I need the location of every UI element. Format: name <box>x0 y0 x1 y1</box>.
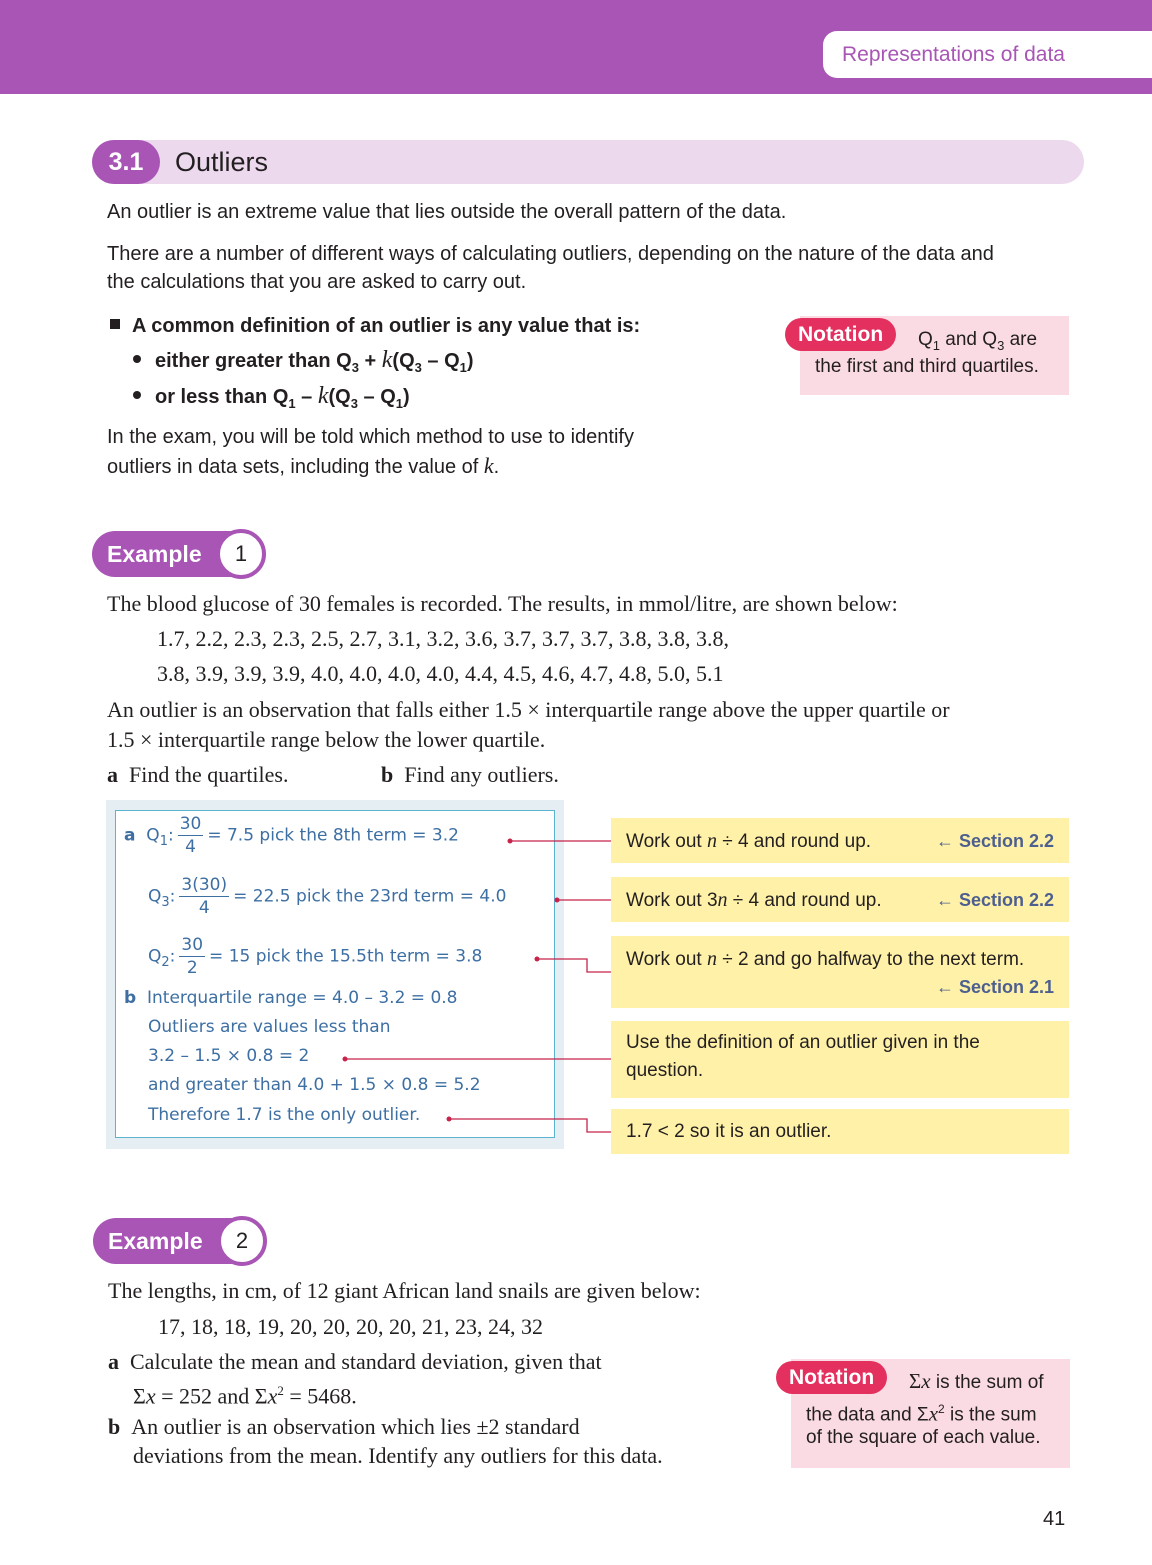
hint-text: question. <box>626 1060 704 1081</box>
superscript: 2 <box>277 1383 284 1398</box>
example-2-intro: The lengths, in cm, of 12 giant African land snails are given below: <box>108 1278 701 1303</box>
hint-box-outlier <box>611 1109 1069 1154</box>
q1-result: = 7.5 pick the 8th term = 3.2 <box>207 825 459 846</box>
solution-less-line: Outliers are values less than <box>148 1017 391 1037</box>
part-letter: b <box>124 988 137 1008</box>
chapter-title: Representations of data <box>842 43 1065 66</box>
example-1-data-line-1: 1.7, 2.2, 2.3, 2.3, 2.5, 2.7, 3.1, 3.2, 3.6, 3.7, 3.7, 3.7, 3.8, 3.8, 3.8, <box>157 626 729 651</box>
minus-sign: – <box>295 386 318 408</box>
intro-paragraph-2-line-1: There are a number of different ways of calculating outliers, depending on the nature of the data and <box>107 243 994 265</box>
minus-sign: – Q <box>421 350 460 372</box>
notation-line-2: the first and third quartiles. <box>815 356 1039 377</box>
hint-text: ÷ 4 and round up. <box>716 831 872 852</box>
part-b-text: An outlier is an observation which lies ±2 standard <box>131 1414 580 1439</box>
q-label: Q <box>148 946 162 967</box>
hint-text: Use the definition of an outlier given in the <box>626 1032 980 1053</box>
part-a-text: = 252 and Σ <box>155 1383 268 1409</box>
q-label: Q <box>146 825 160 846</box>
x-variable: x <box>145 1383 156 1409</box>
example-2-badge <box>93 1218 265 1264</box>
subscript: 1 <box>288 396 296 411</box>
example-number: 1 <box>216 529 266 579</box>
subscript: 1 <box>459 360 467 375</box>
denominator: 2 <box>186 958 198 978</box>
example-label: Example <box>108 1228 203 1254</box>
definition-text: A common definition of an outlier is any value that is: <box>132 315 641 337</box>
hint-text: Work out <box>626 831 707 852</box>
subscript: 3 <box>997 337 1005 353</box>
x-variable: x <box>928 1401 939 1426</box>
iqr-text: Interquartile range = 4.0 – 3.2 = 0.8 <box>146 988 458 1008</box>
subscript: 3 <box>161 894 170 910</box>
sigma-symbol: Σ <box>909 1369 922 1393</box>
connector-dot <box>508 839 513 844</box>
example-2-part-b-line-2: deviations from the mean. Identify any outliers for this data. <box>133 1443 663 1468</box>
and-text: and Q <box>940 329 998 350</box>
part-letter: a <box>107 762 118 787</box>
paren-close: ) <box>403 386 410 408</box>
numerator: 30 <box>179 814 202 834</box>
denominator: 4 <box>198 898 210 918</box>
hint-box-q3 <box>611 877 1069 922</box>
paren-open: (Q <box>392 350 415 372</box>
notation-label: Notation <box>776 1361 887 1394</box>
hint-text: 1.7 < 2 so it is an outlier. <box>626 1121 832 1142</box>
x-variable: x <box>921 1369 931 1393</box>
either-text: either greater than Q <box>155 350 352 372</box>
numerator: 3(30) <box>181 875 228 895</box>
minus-sign: – Q <box>357 386 396 408</box>
example-1-definition-line-1: An outlier is an observation that falls either 1.5 × interquartile range above the upper quartile or <box>107 697 950 722</box>
hint-text: ÷ 2 and go halfway to the next term. <box>716 949 1025 970</box>
n-variable: n <box>706 948 717 970</box>
example-1-intro: The blood glucose of 30 females is recorded. The results, in mmol/litre, are shown below: <box>107 591 898 616</box>
subscript: 3 <box>414 360 422 375</box>
k-variable: k <box>381 347 393 373</box>
k-variable: k <box>483 453 494 478</box>
hint-box-definition <box>611 1021 1069 1098</box>
example-number: 2 <box>217 1216 267 1266</box>
hint-text: ÷ 4 and round up. <box>727 890 882 911</box>
are-text: are <box>1004 329 1038 350</box>
plus-sign: + <box>358 350 382 372</box>
solution-greater-line: and greater than 4.0 + 1.5 × 0.8 = 5.2 <box>148 1075 481 1095</box>
section-reference-link[interactable]: ← Section 2.2 <box>935 831 1054 851</box>
section-title: Outliers <box>175 147 269 177</box>
example-2-part-b-line-1 <box>108 1412 580 1442</box>
or-text: or less than Q <box>155 386 289 408</box>
hint-text: Work out 3 <box>626 890 718 911</box>
notation-text: is the sum of <box>930 1372 1044 1393</box>
q3-result: = 22.5 pick the 23rd term = 4.0 <box>233 886 507 907</box>
hint-text: Work out <box>626 949 707 970</box>
sigma-symbol: Σ <box>133 1383 146 1409</box>
subscript: 1 <box>395 396 403 411</box>
example-1-definition-line-2: 1.5 × interquartile range below the lower quartile. <box>107 727 546 752</box>
subscript: 2 <box>161 954 170 970</box>
part-letter: a <box>108 1349 119 1374</box>
connector-dot <box>555 898 560 903</box>
example-1-data-line-2: 3.8, 3.9, 3.9, 3.9, 4.0, 4.0, 4.0, 4.0, 4.4, 4.5, 4.6, 4.7, 4.8, 5.0, 5.1 <box>157 661 724 686</box>
notation-line-3: of the square of each value. <box>806 1427 1041 1448</box>
solution-therefore-line: Therefore 1.7 is the only outlier. <box>148 1105 421 1125</box>
exam-note-text: outliers in data sets, including the value of <box>107 456 484 478</box>
section-number: 3.1 <box>92 140 160 184</box>
x-variable: x <box>267 1383 278 1409</box>
page-number: 41 <box>1043 1508 1066 1530</box>
denominator: 4 <box>185 837 196 857</box>
n-variable: n <box>706 830 717 852</box>
intro-paragraph-1: An outlier is an extreme value that lies outside the overall pattern of the data. <box>107 201 787 223</box>
example-2-data: 17, 18, 18, 19, 20, 20, 20, 20, 21, 23, 24, 32 <box>158 1314 543 1339</box>
example-2-part-a-line-1 <box>108 1347 602 1377</box>
superscript: 2 <box>938 1402 945 1416</box>
part-letter: b <box>381 762 394 787</box>
part-a-text: = 5468. <box>283 1383 357 1409</box>
solution-calc-line: 3.2 – 1.5 × 0.8 = 2 <box>148 1046 310 1066</box>
connector-dot <box>535 957 540 962</box>
example-2-part-a-line-2 <box>133 1376 357 1411</box>
example-label: Example <box>107 541 202 567</box>
connector-line-5 <box>449 1119 611 1132</box>
section-reference-link[interactable]: ← Section 2.1 <box>935 977 1054 997</box>
notation-line-1 <box>909 1368 1044 1396</box>
subscript: 3 <box>351 360 359 375</box>
q-text: Q <box>918 329 933 350</box>
subscript: 3 <box>350 396 358 411</box>
exam-note-line-1: In the exam, you will be told which method to use to identify <box>107 426 634 448</box>
connector-dot <box>447 1117 452 1122</box>
q2-result: = 15 pick the 15.5th term = 3.8 <box>209 946 483 967</box>
hint-box-q1 <box>611 818 1069 863</box>
part-letter: b <box>108 1414 121 1439</box>
solution-q2-line: $Q_2$: $\frac{30}{2}$ = 15 pick the 15.5th term = 3.8 <box>148 935 483 978</box>
part-letter: a <box>124 825 136 846</box>
part-a-text: Find the quartiles. <box>129 762 289 787</box>
solution-q3-line: $Q_3$: $\frac{3(30)}{4}$ = 22.5 pick the 23rd term = 4.0 <box>148 875 507 918</box>
paren-open: (Q <box>328 386 351 408</box>
notation-text: is the sum <box>944 1404 1037 1426</box>
hint-box-q2 <box>611 936 1069 1008</box>
connector-dot <box>343 1057 348 1062</box>
subscript: 1 <box>159 833 168 849</box>
intro-paragraph-2-line-2: the calculations that you are asked to carry out. <box>107 271 527 293</box>
notation-text: the data and Σ <box>806 1404 929 1426</box>
paren-close: ) <box>466 350 474 372</box>
part-a-text: Calculate the mean and standard deviation, given that <box>130 1349 602 1374</box>
connector-line-3 <box>537 959 611 972</box>
n-variable: n <box>717 889 728 911</box>
subscript: 1 <box>932 337 941 353</box>
part-b-text: Find any outliers. <box>404 762 559 787</box>
notation-label: Notation <box>785 318 896 351</box>
section-reference-link[interactable]: ← Section 2.2 <box>935 890 1054 910</box>
numerator: 30 <box>181 935 204 955</box>
period: . <box>493 456 500 478</box>
k-variable: k <box>317 383 329 409</box>
q-label: Q <box>148 886 162 907</box>
solution-q1-line: a $Q_1$: $\frac{30}{4}$ = 7.5 pick the 8th term = 3.2 <box>124 814 459 857</box>
